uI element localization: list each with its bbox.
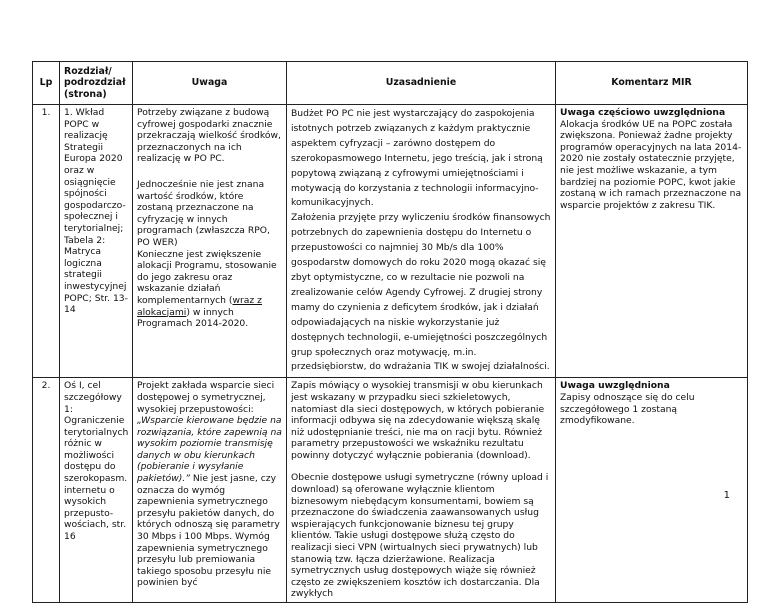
justification-paragraph: Budżet PO PC nie jest wystarczający do zaspokojenia istotnych potrzeb związanych z każdym praktycznie aspektem cyfryzacji – zarówno dostępem do szerokopasmowego Internetu, jego treścią, jak i stroną popytową związaną z cyfrowymi umiejętnościami i motywacją do korzystania z technologii informacyjno-komunikacyjnych.: [291, 108, 543, 209]
justification-paragraph: Zapis mówiący o wysokiej transmisji w obu kierunkach jest wskazany w przypadku sieci szkieletowych, natomiast dla sieci dostępowych, w których pobieranie informacji odbywa się na zdecydowanie większą skalę niż udostępnianie treści, nie ma on racji bytu. Również parametry przepustowości we wskaźniku rezultatu powinny dotyczyć wyłącznie pobierania (download).: [291, 380, 545, 461]
spacer: [291, 461, 551, 472]
justification-paragraph: Założenia przyjęte przy wyliczeniu środków finansowych potrzebnych do zapewnienia dostępu do Internetu o przepustowości co najmniej 30 Mb/s dla 100% gospodarstw domowych do roku 2020 mogą okazać się zbyt optymistyczne, co w rezultacie nie pozwoli na zrealizowanie celów Agendy Cyfrowej. Z drugiej strony mamy do czynienia z deficytem środków, jak i działań odpowiadających na niskie wykorzystanie już dostępnych technologii, e-umiejętności poszczególnych grup społecznych oraz motywację, m.in. przedsiębiorstw, do wdrażania TIK w swojej działalności.: [291, 212, 551, 373]
comment-underlined-text: wraz z alokacjami: [137, 294, 263, 318]
comments-table: [32, 61, 748, 603]
comment-cell: [133, 378, 287, 603]
header-mir-comment: Komentarz MIR: [556, 62, 748, 105]
table-row: [33, 105, 748, 378]
mir-comment-cell: [556, 105, 748, 378]
comment-cell: [133, 105, 287, 378]
comment-paragraph: [137, 249, 282, 330]
page-number: 1: [723, 490, 730, 501]
section-reference: Oś I, cel szczegółowy 1: Ograniczenie terytorialnych różnic w możliwości dostępu do szerokopasm. internetu o wysokich przepusto-wościach, str. 16: [60, 378, 133, 603]
comment-text: Nie jest jasne, czy oznacza do wymóg zapewnienia symetrycznego przesyłu pakietów danych, do których odnoszą się parametry 30 Mbps i 100 Mbps. Wymóg zapewnienia symetrycznego przesyłu lub premiowania takiego sposobu przesyłu nie powinien być: [137, 473, 280, 589]
justification-cell: [287, 378, 556, 603]
mir-text: Alokacja środków UE na POPC została zwiększona. Ponieważ żadne projekty programów operacyjnych na lata 2014-2020 nie zostały ostatecznie przyjęte, nie jest możliwe wskazanie, a tym bardziej na poziomie POPC, kwot jakie zostaną w ich ramach przeznaczone na wsparcie projektów z zakresu TIK.: [560, 118, 742, 211]
mir-status: Uwaga częściowo uwzględniona: [560, 107, 726, 118]
comment-paragraph: Potrzeby związane z budową cyfrowej gospodarki znacznie przekraczają wielkość środków, przeznaczonych na ich realizację w PO PC.: [137, 107, 281, 165]
justification-paragraph: Obecnie dostępowe usługi symetryczne (równy upload i download) są oferowane wyłącznie klientom biznesowym niebędącym konsumentami, bowiem są przeznaczone do świadczenia zaawansowanych usług wspierających funkcjonowanie biznesu tej grupy klientów. Takie usługi dostępowe służą często do realizacji sieci VPN (wirtualnych sieci prywatnych) lub stanowią tzw. łącza dzierżawione. Realizacja symetrycznych usług dostępowych wiąże się również często ze zwiększeniem kosztów ich dostarczania. Dla zwykłych: [291, 472, 549, 600]
row-number: 1.: [33, 105, 60, 378]
mir-text: Zapisy odnoszące się do celu szczegółowego 1 zostaną zmodyfikowane.: [560, 391, 695, 427]
header-justification: Uzasadnienie: [287, 62, 556, 105]
justification-cell: [287, 105, 556, 378]
header-section: Rozdział/ podrozdział (strona): [60, 62, 133, 105]
comment-text: ) w innych Programach 2014-2020.: [137, 306, 249, 330]
header-lp: Lp: [33, 62, 60, 105]
comment-quote: „Wsparcie kierowane będzie na rozwiązania, które zapewnią na wysokim poziomie transmisję danych w obu kierunkach (pobieranie i wysyłanie pakietów).”: [137, 415, 282, 485]
table-row: [33, 378, 748, 603]
mir-status: Uwaga uwzględniona: [560, 380, 670, 392]
table-header-row: [33, 62, 748, 105]
spacer: [137, 165, 282, 179]
comment-paragraph: Jednocześnie nie jest znana wartość środków, które zostaną przeznaczone na cyfryzację w innych programach (zwłaszcza RPO, PO WER): [137, 178, 270, 248]
row-number: 2.: [33, 378, 60, 603]
comment-text: Konieczne jest zwiększenie alokacji Programu, stosowanie do jego zakresu oraz wskazanie działań komplementarnych (: [137, 248, 277, 306]
section-reference: 1. Wkład POPC w realizację Strategii Europa 2020 oraz w osiągnięcie spójności gospodarczo-społecznej i terytorialnej; Tabela 2: Matryca logiczna strategii inwestycyjnej POPC; Str. 13-14: [60, 105, 133, 378]
header-comment: Uwaga: [133, 62, 287, 105]
comment-text: Projekt zakłada wsparcie sieci dostępowej o symetrycznej, wysokiej przepustowości:: [137, 380, 275, 415]
